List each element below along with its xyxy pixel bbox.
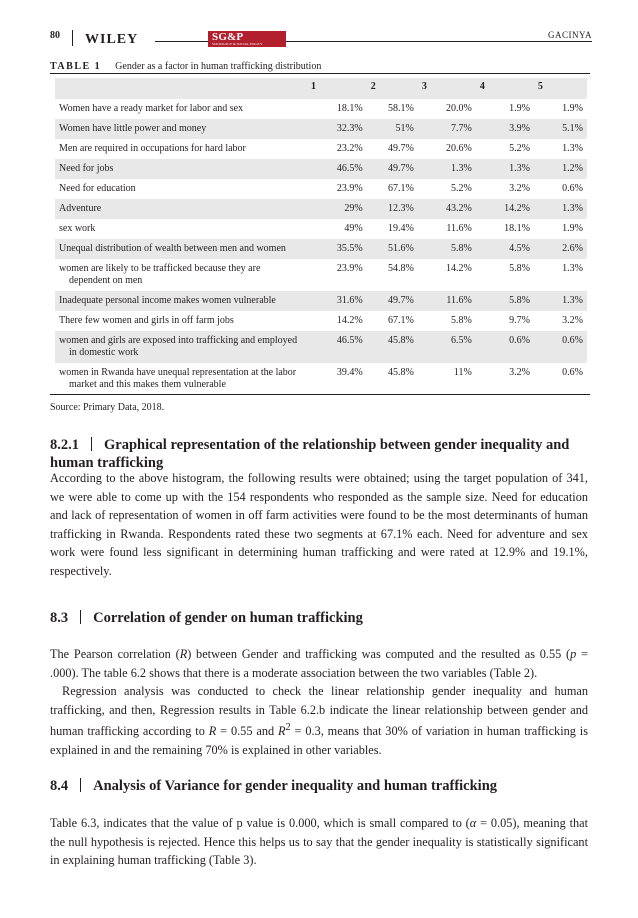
journal-logo-main: SG&P (212, 31, 244, 43)
text-run: = 0.55 and (216, 724, 278, 739)
column-header-5: 5 (534, 78, 587, 99)
table-cell: 0.6% (534, 331, 587, 363)
math-var: p (570, 647, 577, 661)
section-number: 8.4 (50, 778, 69, 794)
table-cell: 49.7% (388, 143, 414, 154)
data-table (55, 78, 587, 395)
table-row (55, 259, 587, 291)
running-header (50, 30, 592, 54)
section-heading-8-2-1 (50, 436, 590, 472)
table-cell: 5.8% (418, 239, 476, 259)
row-label: Need for education (59, 183, 136, 194)
table-cell: 1.3% (534, 199, 587, 219)
header-divider (72, 30, 73, 46)
table-cell: 1.9% (562, 223, 583, 234)
row-label: There few women and girls in off farm jobs (59, 315, 234, 326)
table-caption (50, 61, 321, 72)
table-cell: 1.3% (534, 291, 587, 311)
table-cell: 9.7% (509, 315, 530, 326)
table-cell: 1.3% (418, 159, 476, 179)
paragraph-anova (50, 814, 588, 870)
table-cell: 45.8% (388, 367, 414, 378)
running-author: GACINYA (548, 30, 592, 40)
table-cell: 18.1% (504, 223, 530, 234)
table-row (55, 331, 587, 363)
table-label: TABLE 1 (50, 61, 102, 72)
header-cell-empty (55, 78, 307, 99)
table-cell: 1.2% (534, 159, 587, 179)
table-row (55, 311, 587, 331)
table-row (55, 159, 587, 179)
table-cell: 14.2% (336, 315, 363, 326)
journal-logo-sub: SOCIOLOGY & SOCIAL POLICY (212, 42, 263, 46)
section-title: Correlation of gender on human trafficking (93, 610, 363, 626)
table-row (55, 363, 587, 395)
table-cell: 5.2% (451, 183, 472, 194)
column-header-3: 3 (418, 78, 476, 99)
row-label: Need for jobs (59, 163, 114, 174)
row-label: Unequal distribution of wealth between men and women (59, 243, 286, 254)
table-cell: 35.5% (307, 239, 367, 259)
table-cell: 1.9% (509, 103, 530, 114)
table-cell: 12.3% (367, 199, 418, 219)
table-row (55, 99, 587, 119)
row-label: women and girls are exposed into trafficking and employed in domestic work (59, 335, 298, 358)
row-label: Women have little power and money (59, 123, 207, 134)
row-label: Women have a ready market for labor and sex (59, 103, 244, 114)
table-cell: 3.9% (476, 119, 534, 139)
table-cell: 49% (344, 223, 363, 234)
row-label: Adventure (59, 203, 102, 214)
table-cell: 67.1% (388, 183, 414, 194)
text-run: = 0.3, means that 30% of variation in human trafficking is explained in and the remaining 70% is explained in other variables. (50, 724, 588, 758)
text-run: The Pearson correlation ( (50, 647, 180, 661)
table-row (55, 219, 587, 239)
table-cell: 5.8% (476, 291, 534, 311)
paragraph-pearson (50, 645, 588, 682)
table-cell: 5.1% (534, 119, 587, 139)
table-bottom-rule (50, 394, 590, 395)
row-label: women are likely to be trafficked because they are dependent on men (59, 263, 261, 286)
table-cell: 1.9% (562, 103, 583, 114)
column-header-4: 4 (476, 78, 534, 99)
table-cell: 49.7% (367, 291, 418, 311)
table-cell: 32.3% (307, 119, 367, 139)
column-header-2: 2 (367, 78, 418, 99)
table-cell: 46.5% (307, 331, 367, 363)
superscript: 2 (285, 722, 291, 734)
math-var: α (469, 816, 477, 830)
table-cell: 1.3% (562, 143, 583, 154)
heading-divider (91, 437, 92, 451)
table-cell: 67.1% (388, 315, 414, 326)
paragraph-histogram: According to the above histogram, the following results were obtained; using the target population of 341, we were able to come up with the 154 respondents who responded as the sample size. Need for education and lack of representation of women in off farm activities were found to be the most determinants of human trafficking in Rwanda. Respondents rated these two segments at 67.1% each. Need for adventure and sex work were found less significant in determining human trafficking and were rated at 12.9% and 19.1%, respectively. (50, 471, 588, 578)
table-row (55, 239, 587, 259)
table-cell: 5.8% (509, 263, 530, 274)
heading-divider (80, 778, 81, 792)
correlation-text (50, 645, 588, 760)
table-cell: 6.5% (418, 331, 476, 363)
text-run: ) between Gender and trafficking was computed and the resulted as 0.55 ( (187, 647, 571, 661)
table-top-rule (50, 73, 590, 74)
table-row (55, 199, 587, 219)
table-cell: 0.6% (562, 367, 583, 378)
table-source: Source: Primary Data, 2018. (50, 402, 165, 413)
section-heading-8-3 (50, 609, 590, 627)
table-row (55, 291, 587, 311)
table-cell: 23.2% (336, 143, 363, 154)
table-cell: 23.9% (336, 183, 363, 194)
table-row (55, 119, 587, 139)
table-cell: 18.1% (336, 103, 363, 114)
table-cell: 5.2% (509, 143, 530, 154)
wiley-logo: WILEY (85, 32, 139, 47)
section-title: Graphical representation of the relationship between gender inequality and human trafficking (50, 437, 570, 471)
table-cell: 51.6% (367, 239, 418, 259)
table-cell: 0.6% (562, 183, 583, 194)
page-number: 80 (50, 30, 60, 41)
heading-divider (80, 610, 81, 624)
table-cell: 5.8% (451, 315, 472, 326)
table-cell: 54.8% (388, 263, 414, 274)
table-cell: 0.6% (476, 331, 534, 363)
table-cell: 46.5% (307, 159, 367, 179)
table-cell: 49.7% (367, 159, 418, 179)
table-cell: 1.3% (562, 263, 583, 274)
table-cell: 3.2% (509, 183, 530, 194)
table-row (55, 139, 587, 159)
table-cell: 51% (367, 119, 418, 139)
table-title: Gender as a factor in human trafficking distribution (115, 61, 322, 72)
table-cell: 20.6% (446, 143, 472, 154)
row-label: sex work (59, 223, 96, 234)
table-cell: 20.0% (446, 103, 472, 114)
text-run: = 0.05), meaning that the null hypothesis is rejected. Hence this helps us to say that the gender inequality is statistically significant in explaining human trafficking (Table 3). (50, 816, 589, 868)
section-number: 8.3 (50, 610, 69, 626)
row-label: women in Rwanda have unequal representation at the labor market and this makes them vulnerable (59, 367, 297, 390)
table-cell: 11% (453, 367, 472, 378)
table-cell: 7.7% (418, 119, 476, 139)
table-cell: 1.3% (476, 159, 534, 179)
table-cell: 31.6% (307, 291, 367, 311)
math-var: R (278, 724, 286, 739)
table-cell: 23.9% (336, 263, 363, 274)
row-label: Men are required in occupations for hard labor (59, 143, 246, 154)
table-cell: 3.2% (509, 367, 530, 378)
table-header-row (55, 78, 587, 99)
table-cell: 11.6% (446, 223, 472, 234)
section-number: 8.2.1 (50, 437, 79, 453)
section-title: Analysis of Variance for gender inequality and human trafficking (93, 778, 498, 794)
table-cell: 45.8% (367, 331, 418, 363)
math-var: R (179, 647, 188, 661)
table-cell: 39.4% (336, 367, 363, 378)
journal-logo (208, 31, 286, 47)
row-label: Inadequate personal income makes women vulnerable (59, 295, 276, 306)
text-run: = .000). The table 6.2 shows that there is a moderate association between the two variables (Table 2). (50, 647, 588, 680)
table-cell: 14.2% (446, 263, 472, 274)
table-cell: 29% (307, 199, 367, 219)
section-heading-8-4 (50, 777, 590, 795)
table-cell: 43.2% (418, 199, 476, 219)
text-run: Regression analysis was conducted to check the linear relationship gender inequality and human trafficking, and then, Regression results in Table 6.2.b indicate the linear relationship between gender and human trafficking according to (50, 684, 588, 739)
paragraph-regression (50, 682, 588, 759)
column-header-1: 1 (307, 78, 367, 99)
math-var: R (208, 724, 217, 739)
table-cell: 2.6% (534, 239, 587, 259)
table-cell: 11.6% (418, 291, 476, 311)
table-cell: 3.2% (562, 315, 583, 326)
table-cell: 14.2% (476, 199, 534, 219)
table-cell: 19.4% (388, 223, 414, 234)
table-row (55, 179, 587, 199)
text-run: Table 6.3, indicates that the value of p value is 0.000, which is small compared to ( (50, 816, 470, 830)
table-cell: 58.1% (388, 103, 414, 114)
table-cell: 4.5% (476, 239, 534, 259)
